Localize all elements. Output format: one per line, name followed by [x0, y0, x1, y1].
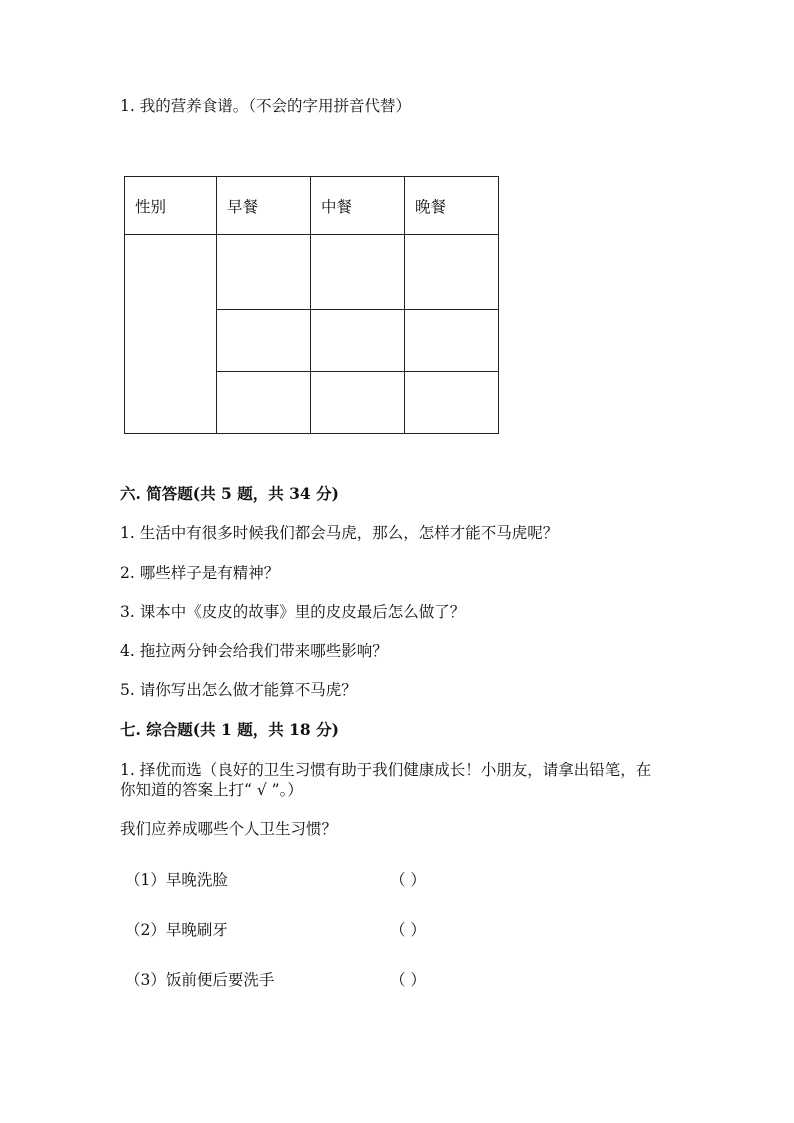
breakfast-cell[interactable] — [217, 372, 311, 434]
header-breakfast: 早餐 — [217, 177, 311, 235]
option-3-answer-blank[interactable]: （ ） — [390, 971, 426, 989]
option-1-answer-blank[interactable]: （ ） — [390, 871, 426, 889]
option-3-label: （3）饭前便后要洗手 — [125, 971, 275, 989]
section7-question-line2: 你知道的答案上打“ √ ”。） — [120, 781, 303, 799]
lunch-cell[interactable] — [311, 372, 405, 434]
header-gender: 性别 — [125, 177, 217, 235]
table-row — [125, 235, 499, 310]
lunch-cell[interactable] — [311, 235, 405, 310]
header-lunch: 中餐 — [311, 177, 405, 235]
option-2-answer-blank[interactable]: （ ） — [390, 921, 426, 939]
section7-subquestion: 我们应养成哪些个人卫生习惯？ — [120, 820, 338, 838]
breakfast-cell[interactable] — [217, 235, 311, 310]
meal-plan-table — [124, 176, 499, 434]
intro-question: 1. 我的营养食谱。（不会的字用拼音代替） — [120, 97, 411, 115]
gender-cell[interactable] — [125, 235, 217, 434]
dinner-cell[interactable] — [405, 310, 499, 372]
question-3: 3. 课本中《皮皮的故事》里的皮皮最后怎么做了？ — [120, 603, 466, 621]
section6-heading: 六. 简答题(共 5 题，共 34 分) — [120, 484, 339, 503]
breakfast-cell[interactable] — [217, 310, 311, 372]
header-dinner: 晚餐 — [405, 177, 499, 235]
table-header-row — [125, 177, 499, 235]
lunch-cell[interactable] — [311, 310, 405, 372]
dinner-cell[interactable] — [405, 372, 499, 434]
option-2-label: （2）早晚刷牙 — [125, 921, 228, 939]
question-5: 5. 请你写出怎么做才能算不马虎？ — [120, 681, 357, 699]
question-2: 2. 哪些样子是有精神？ — [120, 564, 280, 582]
section7-question-line1: 1. 择优而选（良好的卫生习惯有助于我们健康成长！小朋友，请拿出铅笔，在 — [120, 761, 652, 779]
option-1-label: （1）早晚洗脸 — [125, 871, 228, 889]
question-4: 4. 拖拉两分钟会给我们带来哪些影响？ — [120, 642, 388, 660]
section7-heading: 七. 综合题(共 1 题，共 18 分) — [120, 720, 339, 739]
question-1: 1. 生活中有很多时候我们都会马虎，那么，怎样才能不马虎呢？ — [120, 524, 559, 542]
dinner-cell[interactable] — [405, 235, 499, 310]
